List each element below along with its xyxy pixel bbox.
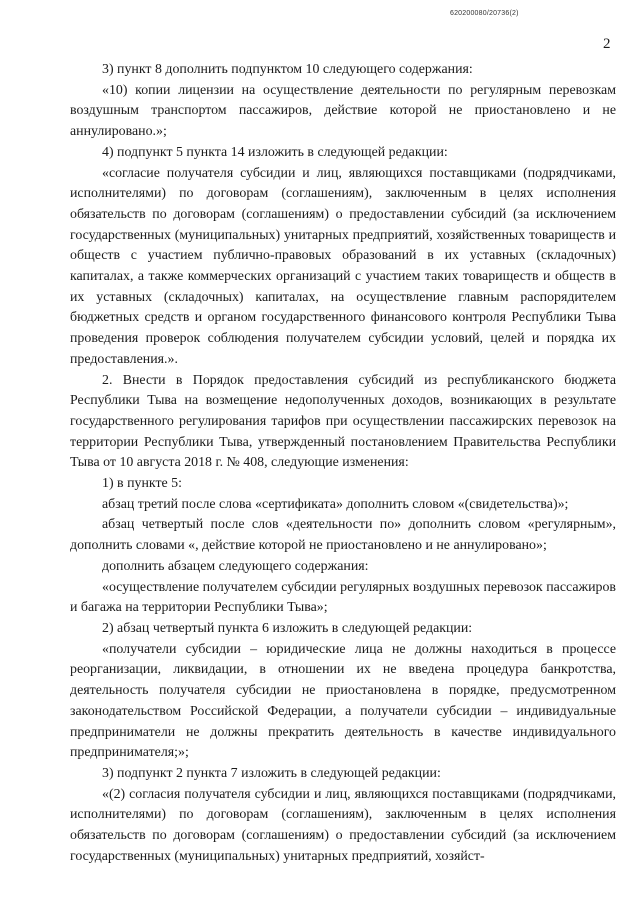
paragraph: «10) копии лицензии на осуществление деятельности по регулярным перевозкам воздушным транспортом пассажиров, действие которой не приостановлено и не аннулировано.»; [70,82,616,140]
paragraph: дополнить абзацем следующего содержания: [102,558,369,574]
paragraph: 3) подпункт 2 пункта 7 изложить в следующей редакции: [102,765,441,781]
paragraph: 2) абзац четвертый пункта 6 изложить в следующей редакции: [102,620,473,636]
paragraph: абзац третий после слова «сертификата» дополнить словом «(свидетельства)»; [102,496,569,512]
page-number: 2 [603,36,611,52]
paragraph: «осуществление получателем субсидии регулярных воздушных перевозок пассажиров и багажа на территории Республики Тыва»; [70,579,616,616]
paragraph: «(2) согласия получателя субсидии и лиц, являющихся поставщиками (подрядчиками, исполнителями) по договорам (соглашениям), заключенным в целях исполнения обязательств по договорам (соглашениям) о предоставлении субсидий (за исключением государственных (муниципальных) унитарных предприятий, хозяйст- [70,786,616,864]
document-body [70,60,616,867]
paragraph: абзац четвертый после слов «деятельности по» дополнить словом «регулярным», дополнить словами «, действие которой не приостановлено и не аннулировано»; [70,517,616,554]
paragraph: 2. Внести в Порядок предоставления субсидий из республиканского бюджета Республики Тыва на возмещение недополученных доходов, возникающих в результате государственного регулирования тарифов при осуществлении пассажирских перевозок на территории Республики Тыва, утвержденный постановлением Правительства Республики Тыва от 10 августа 2018 г. № 408, следующие изменения: [70,372,616,471]
paragraph: 1) в пункте 5: [102,476,182,492]
paragraph: «получатели субсидии – юридические лица не должны находиться в процессе реорганизации, ликвидации, в отношении их не введена процедура банкротства, деятельность получателя субсидии не приостановлена в порядке, предусмотренном законодательством Российской Федерации, а получатели субсидии – индивидуальные предприниматели не должны прекратить деятельность в качестве индивидуального предпринимателя;»; [70,641,616,761]
document-code: 620200080/20736(2) [450,10,519,17]
paragraph: 3) пункт 8 дополнить подпунктом 10 следующего содержания: [102,62,473,77]
paragraph: «согласие получателя субсидии и лиц, являющихся поставщиками (подрядчиками, исполнителями) по договорам (соглашениям), заключенным в целях исполнения обязательств по договорам (соглашениям) о предоставлении субсидий (за исключением государственных (муниципальных) унитарных предприятий, хозяйственных товариществ и обществ с участием публично-правовых образований в их уставных (складочных) капиталах, а также коммерческих организаций с участием таких товариществ и обществ в их уставных (складочных) капиталах, на осуществление главным распорядителем бюджетных средств и органом государственного финансового контроля Республики Тыва проведения проверок соблюдения получателем субсидии условий, целей и порядка их предоставления.». [70,165,616,367]
paragraph: 4) подпункт 5 пункта 14 изложить в следующей редакции: [102,144,448,160]
